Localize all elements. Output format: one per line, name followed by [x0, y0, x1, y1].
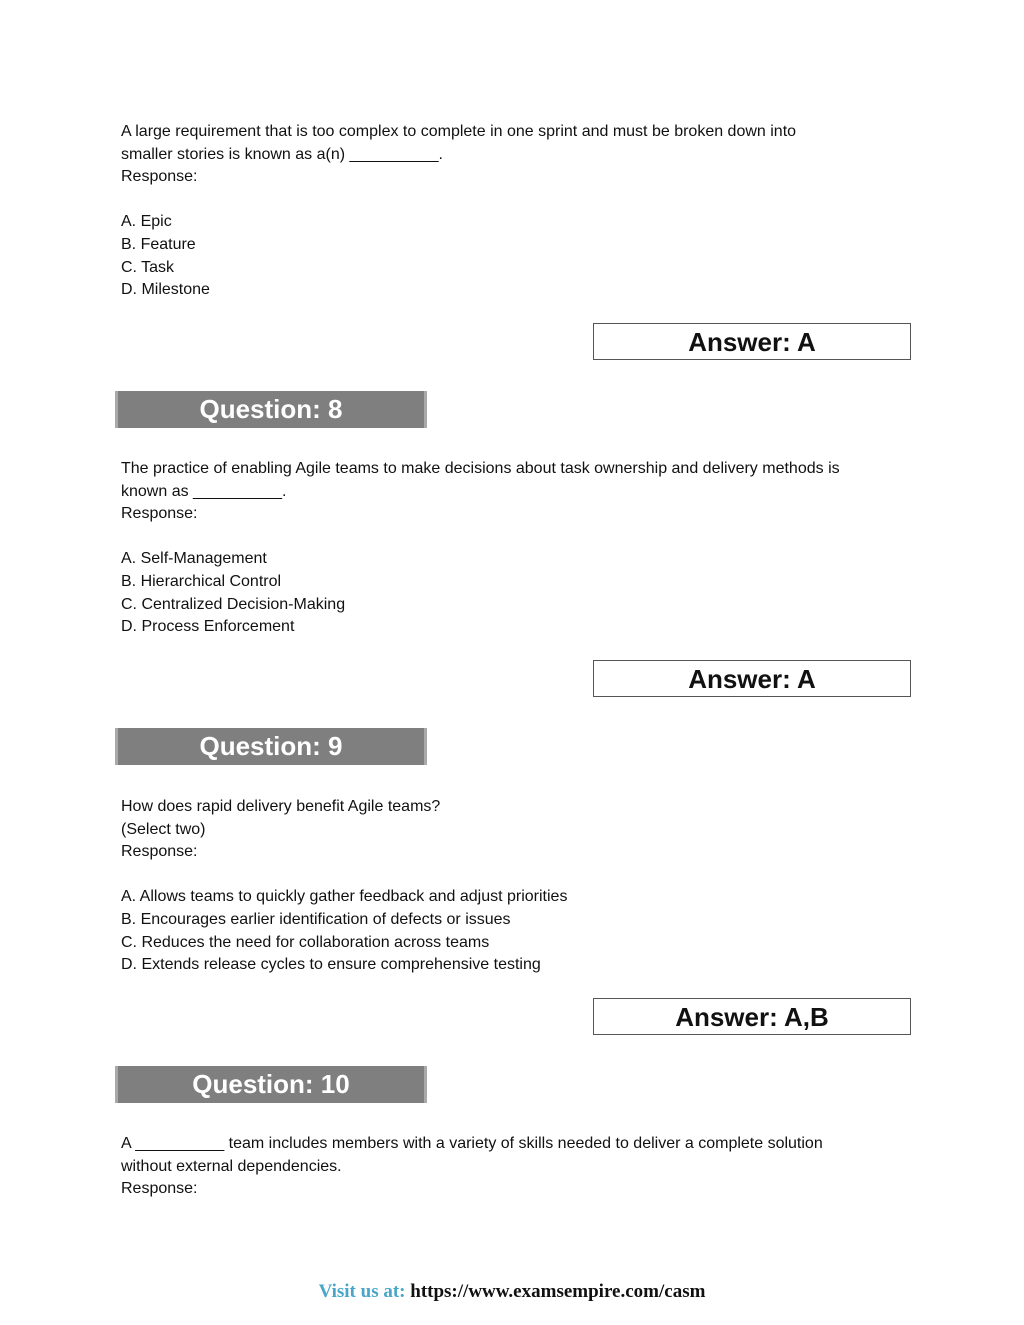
answer-box-question-7: Answer: A [593, 323, 911, 360]
question-9-body [121, 796, 901, 977]
question-stem-line: smaller stories is known as a(n) __________. [121, 145, 443, 163]
answer-box-question-9: Answer: A,B [593, 998, 911, 1035]
question-stem-line: known as __________. [121, 482, 287, 500]
footer-visit-label: Visit us at: [318, 1281, 406, 1302]
option-d: D. Milestone [121, 281, 210, 299]
question-stem-line: (Select two) [121, 820, 206, 838]
option-a: A. Self-Management [121, 550, 267, 568]
answer-box-question-8: Answer: A [593, 660, 911, 697]
footer-url-link[interactable]: https://www.examsempire.com/casm [410, 1281, 706, 1302]
option-b: B. Hierarchical Control [121, 572, 282, 590]
option-c: C. Task [121, 258, 175, 276]
option-b: B. Encourages earlier identification of defects or issues [121, 910, 511, 928]
response-label: Response: [121, 505, 198, 523]
question-stem-line: The practice of enabling Agile teams to make decisions about task ownership and delivery methods is [121, 460, 840, 477]
question-10-header: Question: 10 [115, 1066, 427, 1103]
question-stem-line: without external dependencies. [121, 1157, 342, 1175]
question-stem-line: How does rapid delivery benefit Agile teams? [121, 798, 441, 815]
question-9-header: Question: 9 [115, 728, 427, 765]
option-b: B. Feature [121, 235, 196, 253]
footer [0, 1281, 1024, 1303]
option-c: C. Centralized Decision-Making [121, 595, 346, 613]
option-a: A. Epic [121, 213, 172, 231]
response-label: Response: [121, 168, 198, 186]
response-label: Response: [121, 1180, 198, 1198]
question-stem-line: A __________ team includes members with a variety of skills needed to deliver a complete solution [121, 1135, 823, 1152]
question-stem-line: A large requirement that is too complex to complete in one sprint and must be broken down into [121, 123, 797, 140]
option-c: C. Reduces the need for collaboration across teams [121, 933, 490, 951]
question-8-header: Question: 8 [115, 391, 427, 428]
option-d: D. Extends release cycles to ensure comprehensive testing [121, 956, 541, 974]
question-8-body [121, 458, 901, 639]
option-a: A. Allows teams to quickly gather feedback and adjust priorities [121, 888, 568, 906]
question-10-body [121, 1133, 901, 1201]
option-d: D. Process Enforcement [121, 618, 295, 636]
response-label: Response: [121, 843, 198, 861]
question-7-body [121, 121, 901, 302]
